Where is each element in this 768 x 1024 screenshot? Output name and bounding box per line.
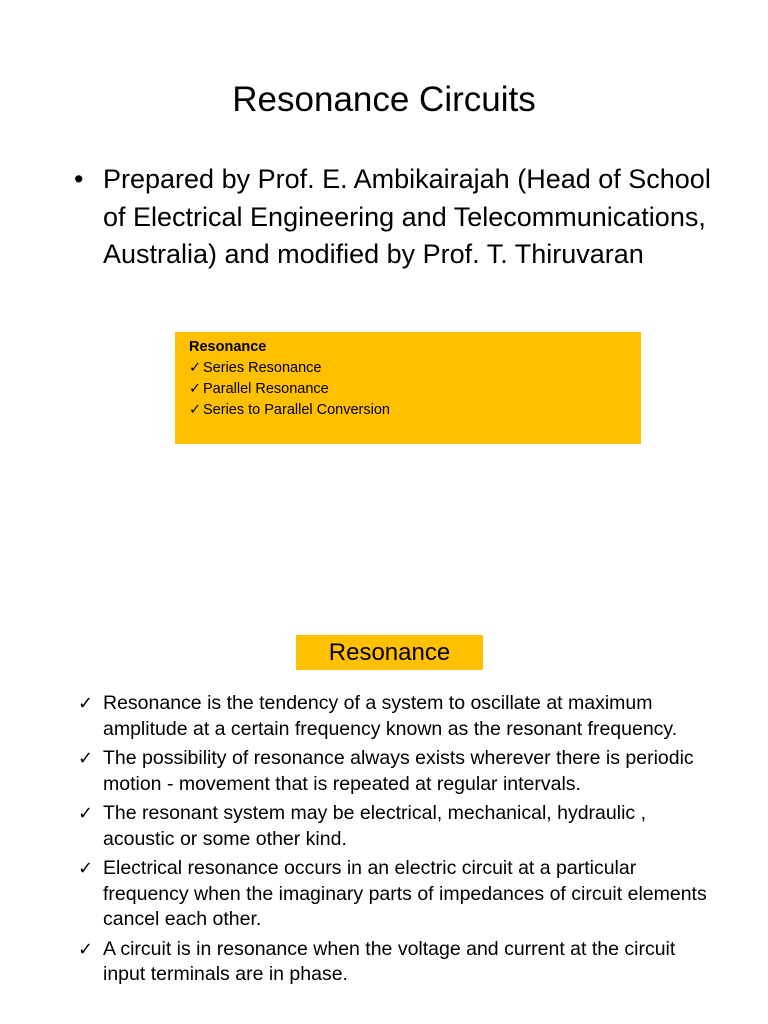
list-item	[78, 801, 718, 852]
author-bullet-text: Prepared by Prof. E. Ambikairajah (Head of School of Electrical Engineering and Telecommunications, Australia) and modified by Prof. T. Thiruvaran	[103, 164, 711, 269]
point-text: A circuit is in resonance when the voltage and current at the circuit input terminals are in phase.	[103, 937, 676, 985]
check-icon: ✓	[78, 803, 94, 823]
list-item	[78, 691, 718, 742]
check-icon: ✓	[189, 360, 202, 376]
agenda-heading: Resonance	[189, 339, 267, 355]
agenda-box	[175, 332, 641, 444]
check-icon: ✓	[189, 381, 202, 397]
agenda-item-label: Parallel Resonance	[203, 381, 329, 397]
point-text: The resonant system may be electrical, mechanical, hydraulic , acoustic or some other kind.	[103, 802, 646, 850]
point-text: Electrical resonance occurs in an electric circuit at a particular frequency when the imaginary parts of impedances of circuit elements cancel each other.	[103, 857, 707, 930]
agenda-item	[189, 358, 641, 379]
list-item	[78, 856, 718, 933]
point-text: Resonance is the tendency of a system to oscillate at maximum amplitude at a certain frequency known as the resonant frequency.	[103, 692, 678, 740]
agenda-item	[189, 400, 641, 421]
author-bullet	[74, 161, 714, 274]
list-item	[78, 746, 718, 797]
check-icon: ✓	[78, 938, 94, 959]
slide-title: Resonance Circuits	[232, 80, 536, 119]
check-icon: ✓	[78, 693, 94, 713]
check-icon: ✓	[189, 402, 202, 418]
agenda-item	[189, 379, 641, 400]
section-label: Resonance	[296, 635, 483, 670]
resonance-points-list	[78, 691, 718, 992]
check-icon: ✓	[78, 748, 94, 768]
agenda-item-label: Series Resonance	[203, 360, 322, 376]
bullet-dot: •	[74, 164, 84, 194]
check-icon: ✓	[78, 858, 94, 878]
list-item	[78, 937, 718, 988]
point-text: The possibility of resonance always exists wherever there is periodic motion - movement that is repeated at regular intervals.	[103, 747, 694, 795]
agenda-item-label: Series to Parallel Conversion	[203, 402, 390, 418]
